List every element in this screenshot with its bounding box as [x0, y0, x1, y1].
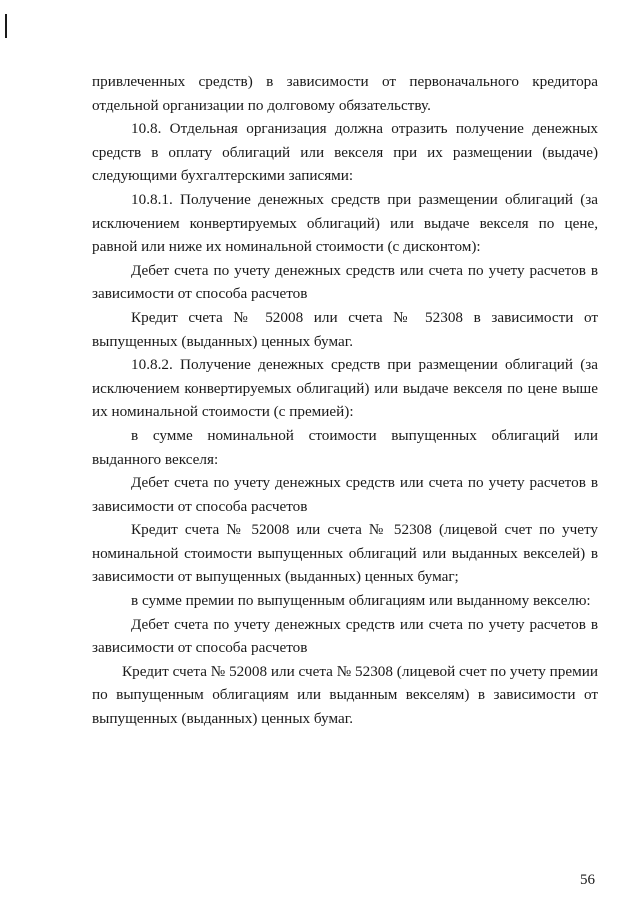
paragraph-credit-2: Кредит счета № 52008 или счета № 52308 (лицевой счет по учету номинальной стоимости выпущенных облигаций или выданных векселей) в зависимости от выпущенных (выданных) ценных бумаг; [92, 521, 598, 586]
paragraph-premium-sum: в сумме премии по выпущенным облигациям или выданному векселю: [131, 592, 591, 610]
paragraph-debit-2: Дебет счета по учету денежных средств или счета по учету расчетов в зависимости от способа расчетов [92, 474, 598, 515]
paragraph-debit-1: Дебет счета по учету денежных средств или счета по учету расчетов в зависимости от способа расчетов [92, 261, 598, 303]
paragraph-10-8: 10.8. Отдельная организация должна отразить получение денежных средств в оплату облигаций или векселя при их размещении (выдаче) следующими бухгалтерскими записями: [92, 120, 598, 185]
paragraph-credit-1: Кредит счета № 52008 или счета № 52308 в зависимости от выпущенных (выданных) ценных бумаг. [92, 308, 598, 350]
paragraph-credit-3: Кредит счета № 52008 или счета № 52308 (лицевой счет по учету премии по выпущенным облигациям или выданным векселям) в зависимости от выпущенных (выданных) ценных бумаг. [92, 662, 598, 728]
scan-edge-mark [5, 14, 7, 38]
page-number: 56 [580, 872, 595, 888]
paragraph-debit-3: Дебет счета по учету денежных средств или счета по учету расчетов в зависимости от способа расчетов [92, 615, 598, 657]
document-body [92, 70, 598, 731]
paragraph-10-8-1: 10.8.1. Получение денежных средств при размещении облигаций (за исключением конвертируемых облигаций) или выдаче векселя по цене, равной или ниже их номинальной стоимости (с дисконтом): [92, 190, 598, 256]
paragraph-continuation: привлеченных средств) в зависимости от первоначального кредитора отдельной организации по долговому обязательству. [92, 73, 598, 114]
paragraph-10-8-2: 10.8.2. Получение денежных средств при размещении облигаций (за исключением конвертируемых облигаций) или выдаче векселя по цене выше их номинальной стоимости (с премией): [92, 356, 598, 421]
paragraph-nominal-sum: в сумме номинальной стоимости выпущенных облигаций или выданного векселя: [92, 426, 598, 468]
